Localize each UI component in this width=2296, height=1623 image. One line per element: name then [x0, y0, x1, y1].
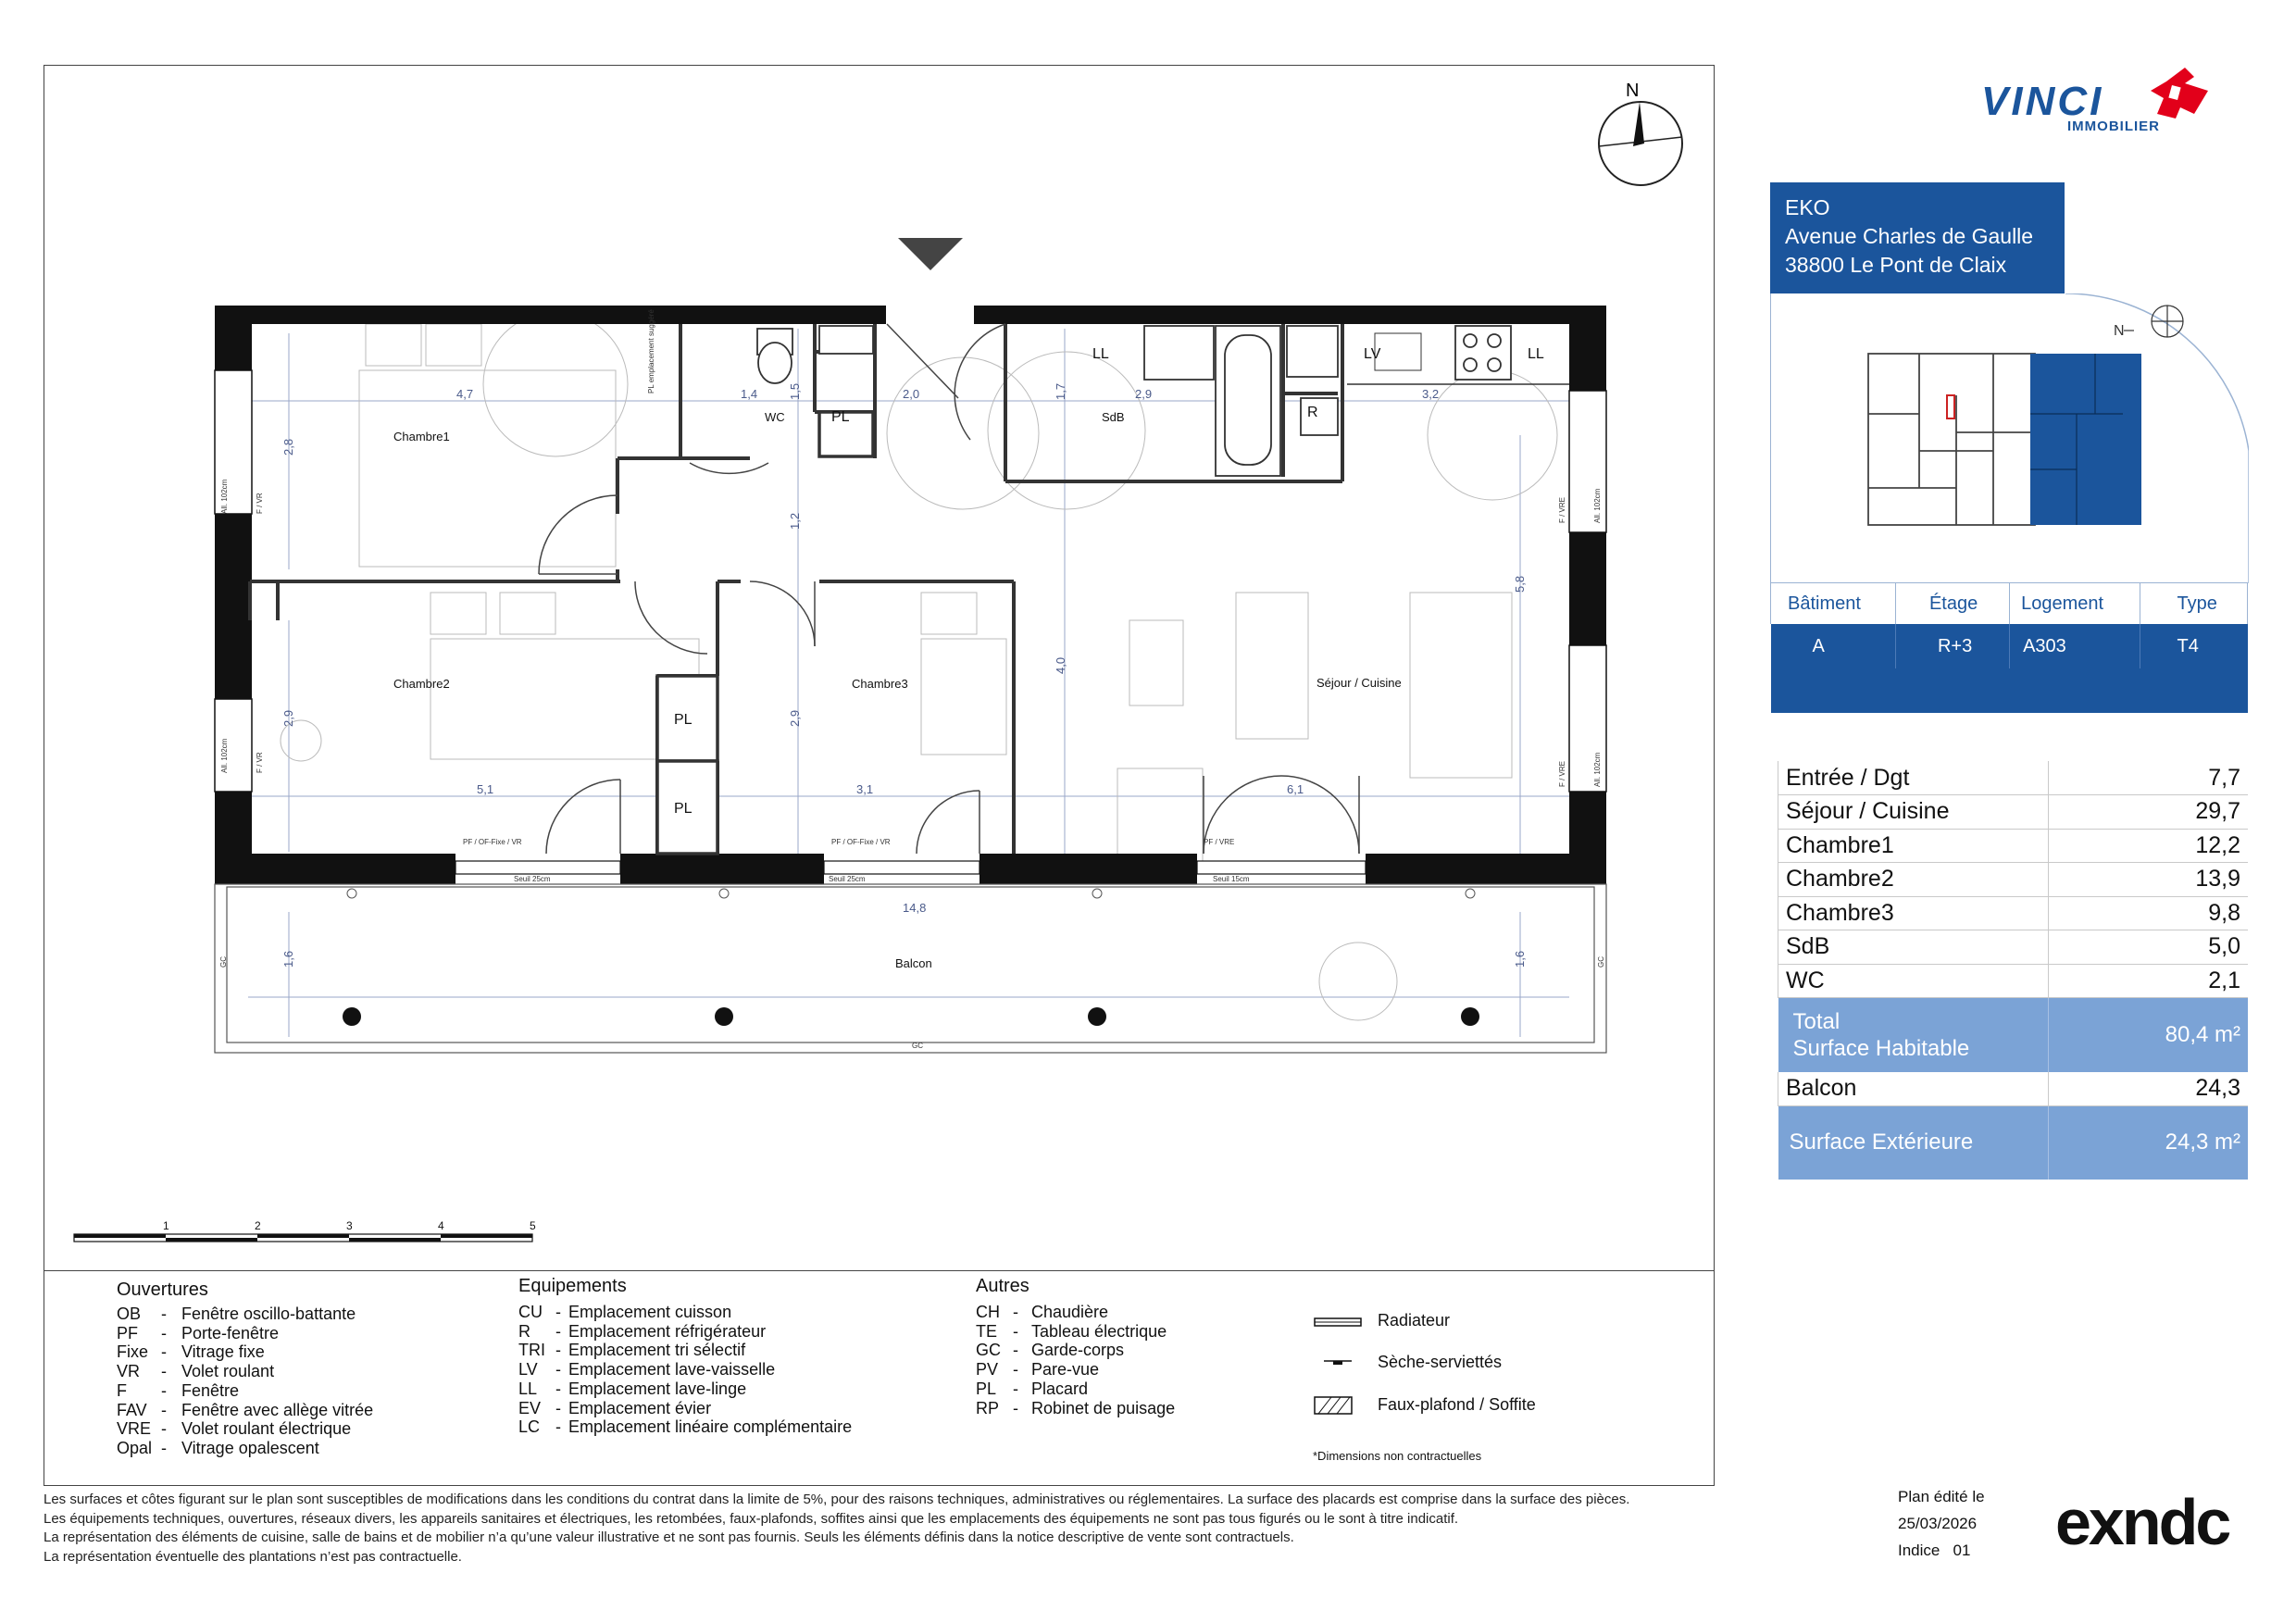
lot-value-batiment: A — [1771, 624, 1896, 668]
total-label-2: Surface Habitable — [1792, 1035, 1970, 1061]
architect-logo: exndc — [2055, 1486, 2229, 1558]
svg-text:PF / OF-Fixe / VR: PF / OF-Fixe / VR — [463, 838, 522, 846]
svg-text:All. 102cm: All. 102cm — [220, 738, 229, 773]
room-label-balcon: Balcon — [895, 956, 932, 970]
project-name: EKO — [1785, 195, 1830, 219]
project-city: 38800 Le Pont de Claix — [1785, 253, 2007, 277]
svg-text:1,6: 1,6 — [1513, 950, 1527, 968]
vinci-logo-sub: IMMOBILIER — [2067, 119, 2160, 134]
room-label-chambre3: Chambre3 — [852, 677, 908, 691]
area-row: Entrée / Dgt 7,7 — [1778, 761, 2249, 795]
svg-text:2: 2 — [255, 1219, 261, 1232]
lot-header-type: Type — [2140, 583, 2247, 624]
svg-text:2,9: 2,9 — [1135, 387, 1153, 401]
entrance-arrow-icon — [898, 238, 963, 270]
seche-serviettes-icon — [1324, 1361, 1352, 1365]
svg-text:1,7: 1,7 — [1054, 382, 1067, 400]
svg-text:Seuil 15cm: Seuil 15cm — [1213, 875, 1250, 883]
svg-text:All. 102cm: All. 102cm — [220, 479, 229, 514]
room-label-sejour: Séjour / Cuisine — [1316, 676, 1402, 690]
svg-text:1: 1 — [163, 1219, 169, 1232]
legend-radiateur: Radiateur — [1378, 1311, 1451, 1330]
svg-text:3,2: 3,2 — [1422, 387, 1440, 401]
svg-text:6,1: 6,1 — [1287, 782, 1304, 796]
project-street: Avenue Charles de Gaulle — [1785, 224, 2034, 248]
legend-seche: Sèche-serviettés — [1378, 1353, 1503, 1371]
area-row: Chambre2 13,9 — [1778, 863, 2249, 897]
edition-label: Plan édité le — [1898, 1488, 1985, 1505]
svg-text:5,1: 5,1 — [477, 782, 494, 796]
room-label-sdb: SdB — [1102, 410, 1125, 424]
key-plan — [1771, 293, 2249, 583]
svg-text:F / VRE: F / VRE — [1558, 496, 1566, 523]
dimensions-note: *Dimensions non contractuelles — [1313, 1449, 1482, 1463]
legend-faux-plafond: Faux-plafond / Soffite — [1378, 1395, 1536, 1414]
radiateur-icon — [1315, 1318, 1361, 1326]
total-label-1: Total — [1792, 1008, 1841, 1034]
room-label-chambre1: Chambre1 — [393, 430, 450, 443]
room-label-wc: WC — [765, 410, 785, 424]
project-header — [1770, 182, 2065, 293]
keyplan-compass-icon — [2124, 306, 2183, 337]
lot-table — [1770, 583, 2248, 713]
svg-text:Seuil 25cm: Seuil 25cm — [514, 875, 551, 883]
svg-text:Seuil 25cm: Seuil 25cm — [829, 875, 866, 883]
exterior-value: 24,3 m² — [2165, 1130, 2240, 1155]
balcony-posts — [343, 1007, 1479, 1026]
svg-text:All. 102cm: All. 102cm — [1593, 752, 1602, 787]
svg-text:GC: GC — [1597, 956, 1605, 968]
edition-info — [1898, 1483, 1985, 1564]
total-value: 80,4 m² — [2165, 1021, 2240, 1047]
svg-text:5: 5 — [530, 1219, 536, 1232]
area-row: Chambre3 9,8 — [1778, 896, 2249, 930]
svg-text:2,9: 2,9 — [281, 709, 295, 727]
svg-text:3,1: 3,1 — [856, 782, 874, 796]
key-plan-box — [1770, 293, 2248, 583]
svg-text:5,8: 5,8 — [1513, 575, 1527, 593]
equip-label-lv: LV — [1364, 346, 1381, 362]
scale-bar — [74, 1219, 536, 1242]
svg-text:4,0: 4,0 — [1054, 656, 1067, 674]
area-table — [1778, 761, 2248, 1180]
compass-icon — [1599, 81, 1682, 185]
svg-text:14,8: 14,8 — [903, 901, 927, 915]
svg-text:GC: GC — [912, 1042, 923, 1050]
vinci-plus-icon — [2143, 63, 2213, 132]
svg-text:1,2: 1,2 — [788, 512, 802, 530]
legend-ouvertures: Ouvertures OB - Fenêtre oscillo-battante PF - Porte-fenêtre Fixe - Vitrage fixe VR - Volet roulant F - Fenêtre FAV - Fenêtre avec allège vitrée VRE - Volet roulant électrique Opal - Vitrage opalescent — [117, 1280, 374, 1457]
svg-text:PF / VRE: PF / VRE — [1204, 838, 1235, 846]
svg-text:F / VR: F / VR — [256, 493, 264, 514]
placard-label-3: PL — [674, 801, 693, 817]
svg-text:PL emplacement suggéré: PL emplacement suggéré — [647, 309, 655, 393]
lot-header-etage: Étage — [1895, 583, 2009, 624]
svg-text:All. 102cm: All. 102cm — [1593, 488, 1602, 523]
edition-date: 25/03/2026 — [1898, 1515, 1978, 1532]
area-row: SdB 5,0 — [1778, 930, 2249, 965]
svg-text:1,5: 1,5 — [788, 382, 802, 400]
area-row: Chambre1 12,2 — [1778, 829, 2249, 863]
faux-plafond-icon — [1315, 1397, 1352, 1414]
lot-value-logement: A303 — [2010, 624, 2140, 668]
svg-text:F / VR: F / VR — [256, 752, 264, 773]
svg-text:N: N — [2114, 323, 2125, 339]
svg-text:2,0: 2,0 — [903, 387, 920, 401]
area-row: WC 2,1 — [1778, 964, 2249, 998]
equip-label-r: R — [1307, 405, 1318, 420]
svg-text:GC: GC — [219, 956, 228, 968]
lot-header-batiment: Bâtiment — [1771, 583, 1896, 624]
svg-text:3: 3 — [346, 1219, 353, 1232]
svg-text:4,7: 4,7 — [456, 387, 474, 401]
placard-label-2: PL — [674, 712, 693, 728]
svg-text:2,9: 2,9 — [788, 709, 802, 727]
svg-text:2,8: 2,8 — [281, 438, 295, 456]
legend-divider — [44, 1270, 1715, 1271]
equip-label-ll1: LL — [1092, 346, 1109, 362]
exterior-row — [1778, 1105, 2249, 1180]
exterior-label: Surface Extérieure — [1778, 1105, 2049, 1180]
svg-text:1,6: 1,6 — [281, 950, 295, 968]
svg-text:4: 4 — [438, 1219, 444, 1232]
room-label-chambre2: Chambre2 — [393, 677, 450, 691]
svg-text:1,4: 1,4 — [741, 387, 758, 401]
legend-autres: Autres CH - Chaudière TE - Tableau électrique GC - Garde-corps PV - Pare-vue PL - Placard RP - Robinet de puisage — [976, 1276, 1176, 1417]
placard-label-1: PL — [831, 409, 850, 425]
disclaimer: Les surfaces et côtes figurant sur le plan sont susceptibles de modifications dans les conditions du contrat dans la limite de 5%, pour des raisons techniques, administratives ou réglementaires. La surface des placards est comprise dans la surface des pièces. Les équipements techniques, ouvertures, réseaux divers, les appareils sanitaires et électriques, les retombées, faux-plafonds, soffites ainsi que les emplacements des équipements ne sont pas tous figurés ou le sont à titre indicatif. La représentation des éléments de cuisine, salle de bains et de mobilier n’a qu’une valeur illustrative et ne sont pas fournis. Seuls les éléments définis dans la notice descriptive de vente sont contractuels. La représentation éventuelle des plantations n’est pas contractuelle. — [44, 1492, 1630, 1565]
equip-label-ll2: LL — [1528, 346, 1544, 362]
svg-text:PF / OF-Fixe / VR: PF / OF-Fixe / VR — [831, 838, 891, 846]
edition-indice: Indice 01 — [1898, 1542, 1971, 1559]
lot-value-type: T4 — [2177, 635, 2199, 656]
total-row — [1778, 998, 2249, 1072]
vinci-logo — [1981, 79, 2160, 134]
area-row: Séjour / Cuisine 29,7 — [1778, 795, 2249, 830]
compass-n-label: N — [1626, 81, 1640, 101]
vinci-logo-text: VINCI — [1981, 79, 2104, 124]
lot-header-logement: Logement — [2010, 583, 2140, 624]
svg-text:F / VRE: F / VRE — [1558, 760, 1566, 787]
lot-value-etage: R+3 — [1895, 624, 2009, 668]
legend-equipements: Equipements CU - Emplacement cuisson R - Emplacement réfrigérateur TRI - Emplacement tri sélectif LV - Emplacement lave-vaisselle LL - Emplacement lave-linge EV - Emplacement évier LC - Emplacement linéaire complémentaire — [518, 1276, 853, 1437]
balcon-row: Balcon 24,3 — [1778, 1072, 2249, 1106]
